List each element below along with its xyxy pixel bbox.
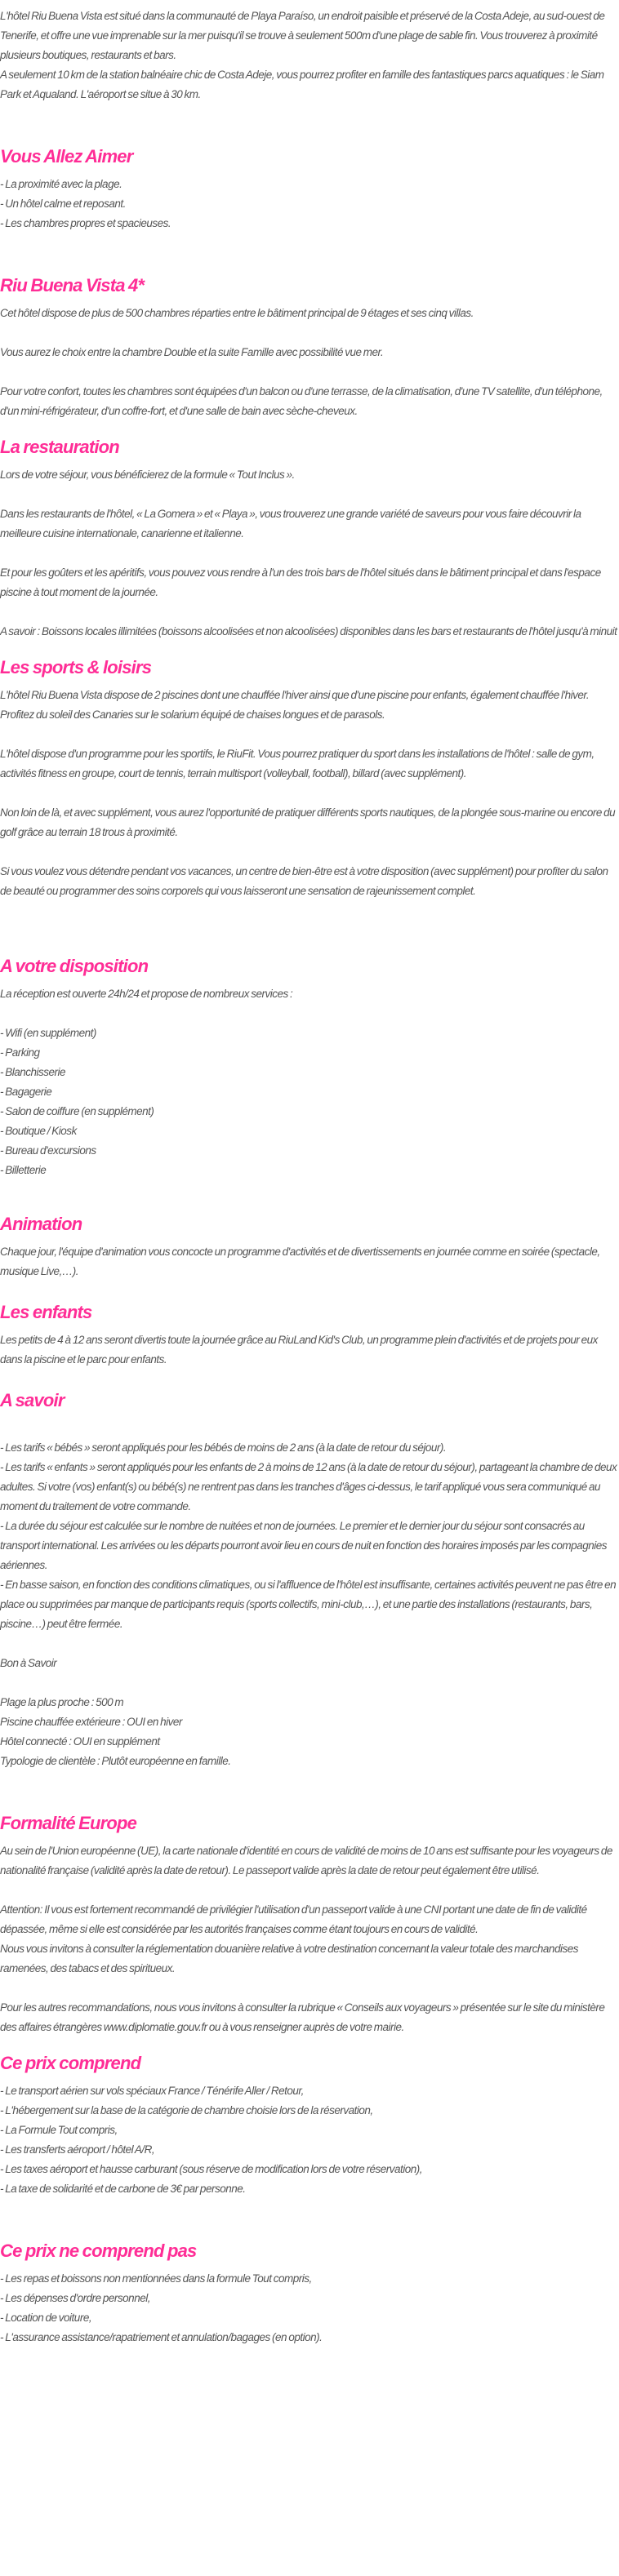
fact-item: Typologie de clientèle : Plutôt européenne en famille. (0, 1755, 231, 1767)
a-savoir-section (0, 1389, 619, 1771)
section-title-prix-comprend: Ce prix comprend (0, 2053, 141, 2073)
fact-item: Hôtel connecté : OUI en supplément (0, 1735, 160, 1748)
list-item: - La Formule Tout compris, (0, 2124, 118, 2136)
list-item: - Les dépenses d'ordre personnel, (0, 2292, 150, 2304)
list-item: - L'hébergement sur la base de la catégorie de chambre choisie lors de la réservation, (0, 2104, 373, 2116)
animation-text: Chaque jour, l'équipe d'animation vous concocte un programme d'activités et de divertissements en journée comme en soirée (spectacle, musique Live,…). (0, 1246, 600, 1277)
list-item: - Le transport aérien sur vols spéciaux France / Ténérife Aller / Retour, (0, 2085, 304, 2097)
section-title-prix-ne-comprend-pas: Ce prix ne comprend pas (0, 2241, 197, 2261)
hotel-paragraph: Pour votre confort, toutes les chambres sont équipées d'un balcon ou d'une terrasse, de la climatisation, d'une TV satellite, d'un téléphone, d'un mini-réfrigérateur, d'un coffre-fort, et d'une salle de bain avec sèche-cheveux. (0, 385, 603, 417)
section-title-animation: Animation (0, 1214, 82, 1234)
list-item: - Les repas et boissons non mentionnées dans la formule Tout compris, (0, 2272, 312, 2285)
list-item: - Boutique / Kiosk (0, 1125, 77, 1137)
restauration-paragraph: Et pour les goûters et les apéritifs, vous pouvez vous rendre à l'un des trois bars de l'hôtel situés dans le bâtiment principal et dans l'espace piscine à tout moment de la journée. (0, 566, 601, 598)
prix-ne-comprend-pas-section (0, 2240, 619, 2347)
formalite-paragraph: Nous vous invitons à consulter la réglementation douanière relative à votre destination concernant la valeur totale des marchandises ramenées, des tabacs et des spiritueux. (0, 1943, 578, 1974)
list-item: - Bagagerie (0, 1086, 52, 1098)
fact-item: Piscine chauffée extérieure : OUI en hiver (0, 1716, 182, 1728)
hotel-section (0, 274, 619, 421)
intro-paragraph-2: A seulement 10 km de la station balnéaire chic de Costa Adeje, vous pourrez profiter en famille des fantastiques parcs aquatiques : le Siam Park et Aqualand. L'aéroport se situe à 30 km. (0, 69, 604, 100)
hotel-paragraph: Cet hôtel dispose de plus de 500 chambres réparties entre le bâtiment principal de 9 étages et ses cinq villas. (0, 307, 474, 319)
list-item: - Bureau d'excursions (0, 1144, 96, 1157)
list-item: - Les chambres propres et spacieuses. (0, 217, 171, 229)
sports-paragraph: Si vous voulez vous détendre pendant vos vacances, un centre de bien-être est à votre disposition (avec supplément) pour profiter du salon de beauté ou programmer des soins corporels qui vous laisseront une sensation de rajeunissement complet. (0, 865, 608, 897)
sports-paragraph: L'hôtel Riu Buena Vista dispose de 2 piscines dont une chauffée l'hiver ainsi que d'une piscine pour enfants, également chauffée l'hiver. Profitez du soleil des Canaries sur le solarium équipé de chaises longues et de parasols. (0, 689, 590, 721)
fact-item: Plage la plus proche : 500 m (0, 1696, 124, 1708)
section-title-restauration: La restauration (0, 437, 119, 457)
list-item: - Les tarifs « enfants » seront appliqués pour les enfants de 2 à moins de 12 ans (à la date de retour du séjour), partageant la chambre de deux adultes. Si votre (vos) enfant(s) ou bébé(s) ne rentrent pas dans les tranches d'âges ci-dessus, le tarif appliqué vous sera communiqué au moment du traitement de votre commande. (0, 1461, 617, 1512)
sports-section (0, 656, 619, 901)
formalite-paragraph: Pour les autres recommandations, nous vous invitons à consulter la rubrique « Conseils aux voyageurs » présentée sur le site du ministère des affaires étrangères www.diplomatie.gouv.fr ou à vous renseigner auprès de votre mairie. (0, 2001, 605, 2033)
section-title-disposition: A votre disposition (0, 956, 149, 976)
enfants-text: Les petits de 4 à 12 ans seront divertis toute la journée grâce au RiuLand Kid's Club, un programme plein d'activités et de projets pour eux dans la piscine et le parc pour enfants. (0, 1334, 598, 1366)
list-item: - La durée du séjour est calculée sur le nombre de nuitées et non de journées. Le premier et le dernier jour du séjour sont consacrés au transport international. Les arrivées ou les départs pourront avoir lieu en cours de nuit en fonction des horaires imposés par les compagnies aériennes. (0, 1520, 607, 1571)
list-item: - Salon de coiffure (en supplément) (0, 1105, 154, 1117)
list-item: - Blanchisserie (0, 1066, 66, 1078)
hotel-paragraph: Vous aurez le choix entre la chambre Double et la suite Famille avec possibilité vue mer. (0, 346, 384, 358)
list-item: - Un hôtel calme et reposant. (0, 198, 126, 210)
list-item: - Parking (0, 1046, 40, 1059)
disposition-intro: La réception est ouverte 24h/24 et propose de nombreux services : (0, 988, 293, 1000)
list-item: - Les tarifs « bébés » seront appliqués pour les bébés de moins de 2 ans (à la date de retour du séjour). (0, 1441, 447, 1454)
section-title-hotel: Riu Buena Vista 4* (0, 275, 145, 295)
section-title-enfants: Les enfants (0, 1302, 92, 1322)
restauration-section (0, 436, 619, 642)
list-item: - La proximité avec la plage. (0, 178, 122, 190)
restauration-paragraph: A savoir : Boissons locales illimitées (boissons alcoolisées et non alcoolisées) disponibles dans les bars et restaurants de l'hôtel jusqu'à minuit (0, 625, 617, 637)
intro-section (0, 7, 619, 104)
list-item: - Wifi (en supplément) (0, 1027, 96, 1039)
section-title-vous-allez-aimer: Vous Allez Aimer (0, 146, 133, 167)
list-item: - L'assurance assistance/rapatriement et annulation/bagages (en option). (0, 2331, 323, 2343)
restauration-paragraph: Lors de votre séjour, vous bénéficierez de la formule « Tout Inclus ». (0, 469, 295, 481)
enfants-section (0, 1301, 619, 1370)
intro-paragraph-1: L'hôtel Riu Buena Vista est situé dans la communauté de Playa Paraíso, un endroit paisible et préservé de la Costa Adeje, au sud-ouest de Tenerife, et offre une vue imprenable sur la mer puisqu'il se trouve à seulement 500m d'une plage de sable fin. Vous trouverez à proximité plusieurs boutiques, restaurants et bars. (0, 10, 605, 61)
list-item: - Billetterie (0, 1164, 47, 1176)
list-item: - En basse saison, en fonction des conditions climatiques, ou si l'affluence de l'hôtel est insuffisante, certaines activités peuvent ne pas être en place ou supprimées par manque de participants requis (sports collectifs, mini-club,…), et une partie des installations (restaurants, bars, piscine…) peut être fermée. (0, 1579, 617, 1630)
bon-a-savoir-label: Bon à Savoir (0, 1657, 57, 1669)
list-item: - La taxe de solidarité et de carbone de 3€ par personne. (0, 2183, 246, 2195)
section-title-a-savoir: A savoir (0, 1390, 65, 1410)
formalite-paragraph: Au sein de l'Union européenne (UE), la carte nationale d'identité en cours de validité de moins de 10 ans est suffisante pour les voyageurs de nationalité française (validité après la date de retour). Le passeport valide après la date de retour peut également être utilisé. (0, 1845, 612, 1876)
list-item: - Les transferts aéroport / hôtel A/R, (0, 2143, 155, 2156)
formalite-paragraph: Attention: Il vous est fortement recommandé de privilégier l'utilisation d'un passeport valide à une CNI portant une date de fin de validité dépassée, même si elle est considérée par les autorités françaises comme étant toujours en cours de validité. (0, 1903, 587, 1935)
list-item: - Les taxes aéroport et hausse carburant (sous réserve de modification lors de votre réservation), (0, 2163, 423, 2175)
section-title-formalite: Formalité Europe (0, 1813, 137, 1833)
animation-section (0, 1213, 619, 1281)
list-item: - Location de voiture, (0, 2312, 92, 2324)
section-title-sports: Les sports & loisirs (0, 657, 152, 677)
sports-paragraph: L'hôtel dispose d'un programme pour les sportifs, le RiuFit. Vous pourrez pratiquer du sport dans les installations de l'hôtel : salle de gym, activités fitness en groupe, court de tennis, terrain multisport (volleyball, football), billard (avec supplément). (0, 748, 595, 779)
vous-allez-aimer-section (0, 145, 619, 233)
formalite-section (0, 1812, 619, 2037)
sports-paragraph: Non loin de là, et avec supplément, vous aurez l'opportunité de pratiquer différents sports nautiques, de la plongée sous-marine ou encore du golf grâce au terrain 18 trous à proximité. (0, 806, 616, 838)
prix-comprend-section (0, 2052, 619, 2199)
restauration-paragraph: Dans les restaurants de l'hôtel, « La Gomera » et « Playa », vous trouverez une grande variété de saveurs pour vous faire découvrir la meilleure cuisine internationale, canarienne et italienne. (0, 508, 581, 540)
disposition-section (0, 955, 619, 1180)
